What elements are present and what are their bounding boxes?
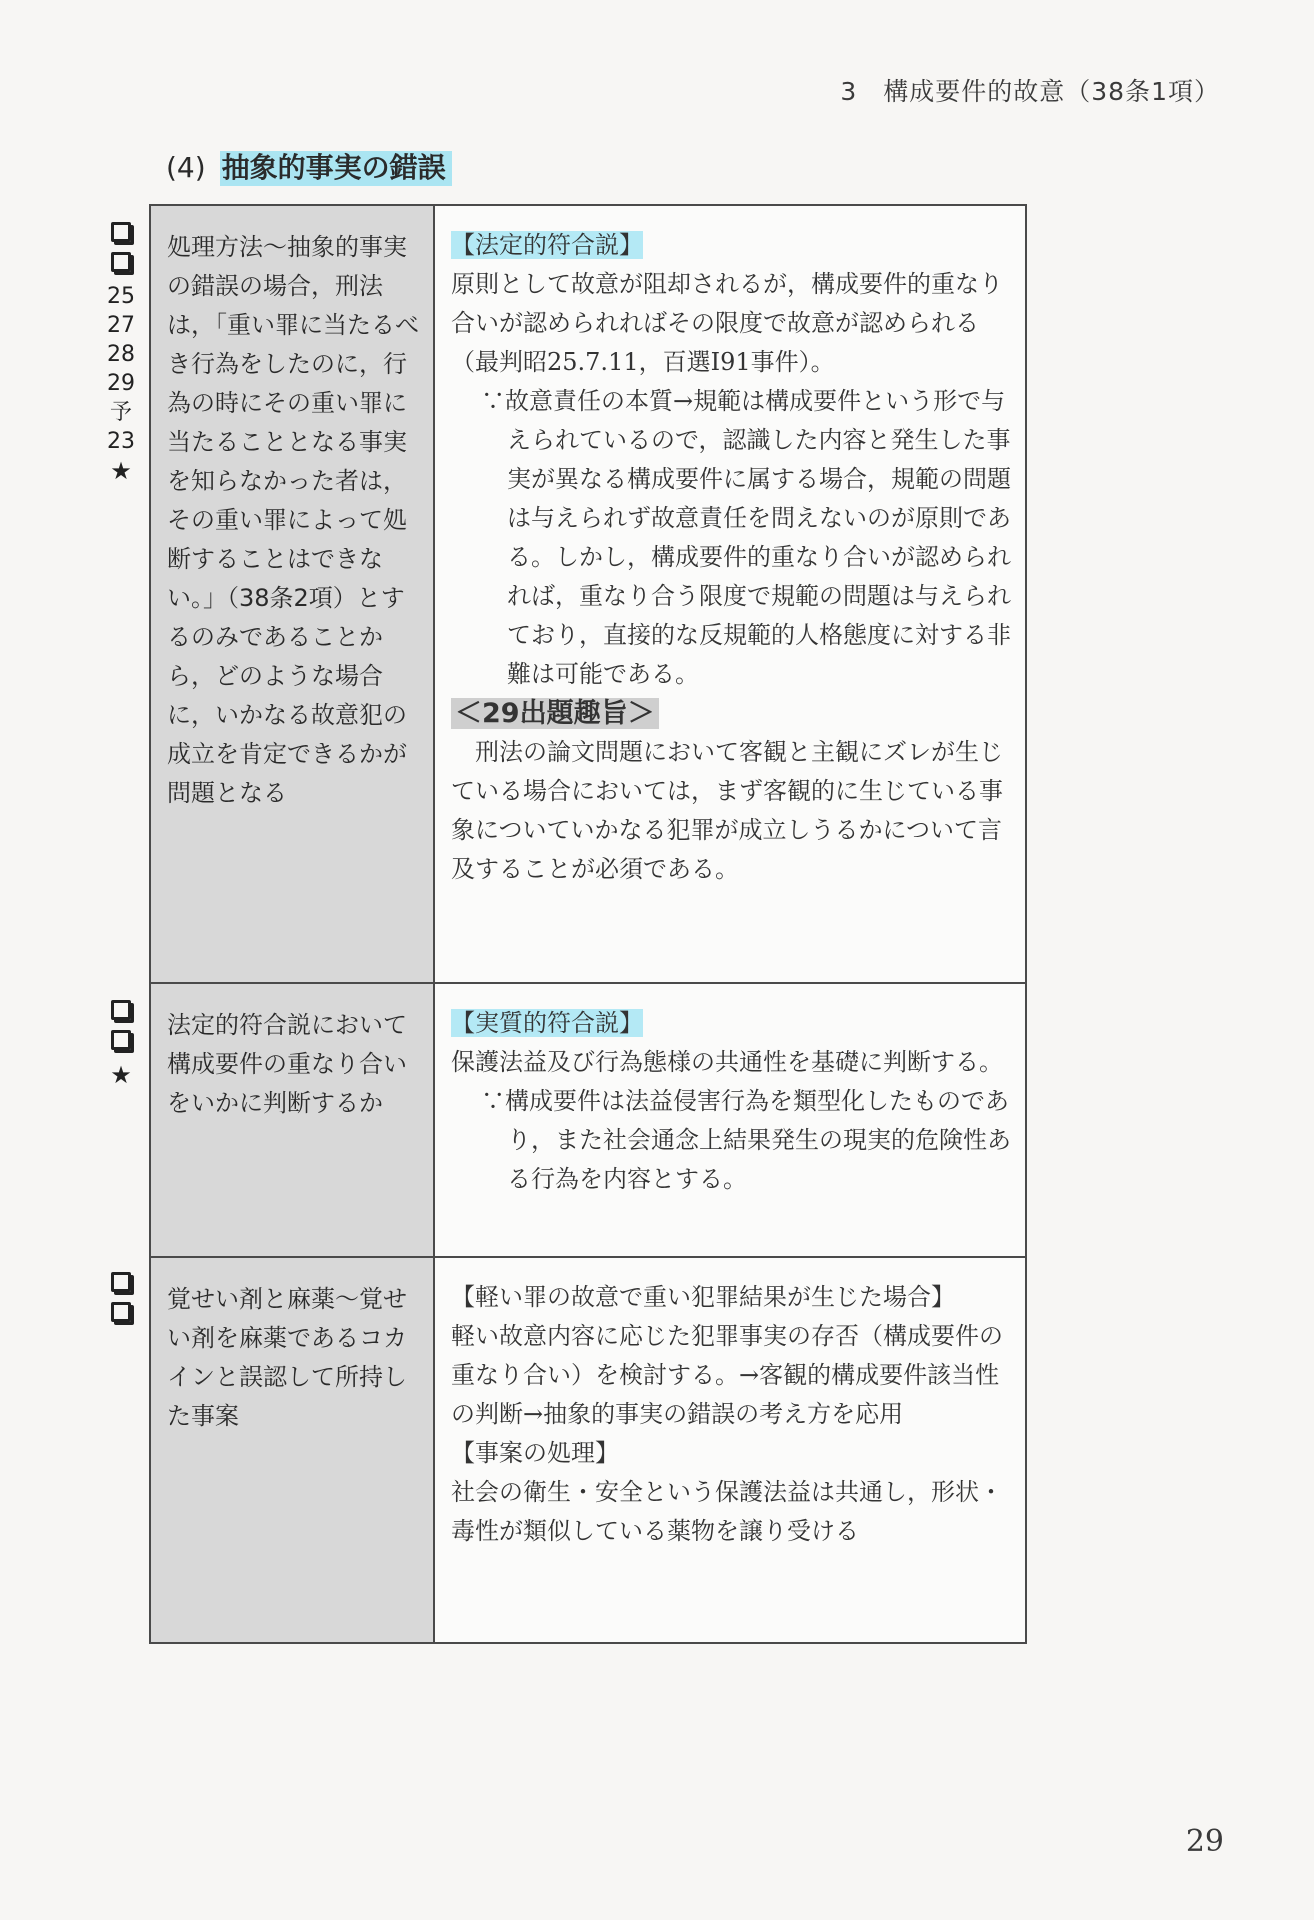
checkbox-icon[interactable] <box>111 1272 131 1292</box>
answer-cell <box>435 984 1025 1256</box>
exam-year: 23 <box>107 429 135 454</box>
reason-text: ∵故意責任の本質→規範は構成要件という形で与えられているので，認識した内容と発生した事実が異なる構成要件に属する場合，規範の問題は与えられず故意責任を問えないのが原則である。しかし，構成要件的重なり合いが認められれば，重なり合う限度で規範の問題は与えられており，直接的な反規範的人格態度に対する非難は可能である。 <box>481 387 1011 688</box>
theory-heading-text: 【法定的符合説】 <box>451 231 643 259</box>
section-number: (4) <box>166 151 206 184</box>
checkbox-icon[interactable] <box>111 222 131 242</box>
section-title-text: 抽象的事実の錯誤 <box>220 151 452 186</box>
checkbox-icon[interactable] <box>111 1000 131 1020</box>
page-number: 29 <box>1185 1824 1224 1859</box>
section-title <box>166 146 452 186</box>
checkbox-icon[interactable] <box>111 1302 131 1322</box>
conclusion-text: 保護法益及び行為態様の共通性を基礎に判断する。 <box>451 1048 1003 1076</box>
theory-heading <box>451 226 1011 265</box>
theory-heading-text: 【実質的符合説】 <box>451 1009 643 1037</box>
running-header: 3 構成要件的故意（38条1項） <box>840 77 1220 106</box>
checkbox-icon[interactable] <box>111 252 131 272</box>
exam-purpose-heading-text: ＜29出題趣旨＞ <box>451 698 659 729</box>
row2-margin-marks <box>104 1000 138 1090</box>
table-row <box>151 1256 1025 1642</box>
table-row <box>151 206 1025 982</box>
exam-purpose-heading <box>451 694 1011 733</box>
answer-cell <box>435 1258 1025 1642</box>
case-text: 軽い故意内容に応じた犯罪事実の存否（構成要件の重なり合い）を検討する。→客観的構成要件該当性の判断→抽象的事実の錯誤の考え方を応用 <box>451 1322 1003 1428</box>
exam-year: 27 <box>107 313 135 338</box>
answer-cell <box>435 206 1025 982</box>
issue-cell: 覚せい剤と麻薬～覚せい剤を麻薬であるコカインと誤認して所持した事案 <box>151 1258 435 1642</box>
exam-year: 25 <box>107 284 135 309</box>
exam-year: 28 <box>107 342 135 367</box>
star-icon: ★ <box>110 1061 132 1089</box>
theory-heading <box>451 1004 1011 1043</box>
reason-text: ∵構成要件は法益侵害行為を類型化したものであり，また社会通念上結果発生の現実的危険性ある行為を内容とする。 <box>481 1087 1011 1193</box>
issue-cell: 法定的符合説において構成要件の重なり合いをいかに判断するか <box>151 984 435 1256</box>
exam-purpose-text: 刑法の論文問題において客観と主観にズレが生じている場合においては，まず客観的に生じている事象についていかなる犯罪が成立しうるかについて言及することが必須である。 <box>451 738 1003 883</box>
case-heading: 【軽い罪の故意で重い犯罪結果が生じた場合】 <box>451 1283 955 1311</box>
case-text: 社会の衛生・安全という保護法益は共通し，形状・毒性が類似している薬物を譲り受ける <box>451 1478 1003 1545</box>
exam-year: 予 <box>109 400 132 425</box>
summary-table <box>149 204 1027 1644</box>
exam-year: 29 <box>107 371 135 396</box>
conclusion-text: 原則として故意が阻却されるが，構成要件的重なり合いが認められればその限度で故意が認められる（最判昭25.7.11，百選Ⅰ91事件）。 <box>451 270 1003 376</box>
row3-margin-marks <box>104 1272 138 1332</box>
row1-margin-marks <box>104 222 138 486</box>
case-heading: 【事案の処理】 <box>451 1439 619 1467</box>
table-row <box>151 982 1025 1256</box>
checkbox-icon[interactable] <box>111 1030 131 1050</box>
star-icon: ★ <box>110 457 132 485</box>
issue-cell: 処理方法～抽象的事実の錯誤の場合，刑法は，「重い罪に当たるべき行為をしたのに，行為の時にその重い罪に当たることとなる事実を知らなかった者は，その重い罪によって処断することはできない。」（38条2項）とするのみであることから，どのような場合に，いかなる故意犯の成立を肯定できるかが問題となる <box>151 206 435 982</box>
